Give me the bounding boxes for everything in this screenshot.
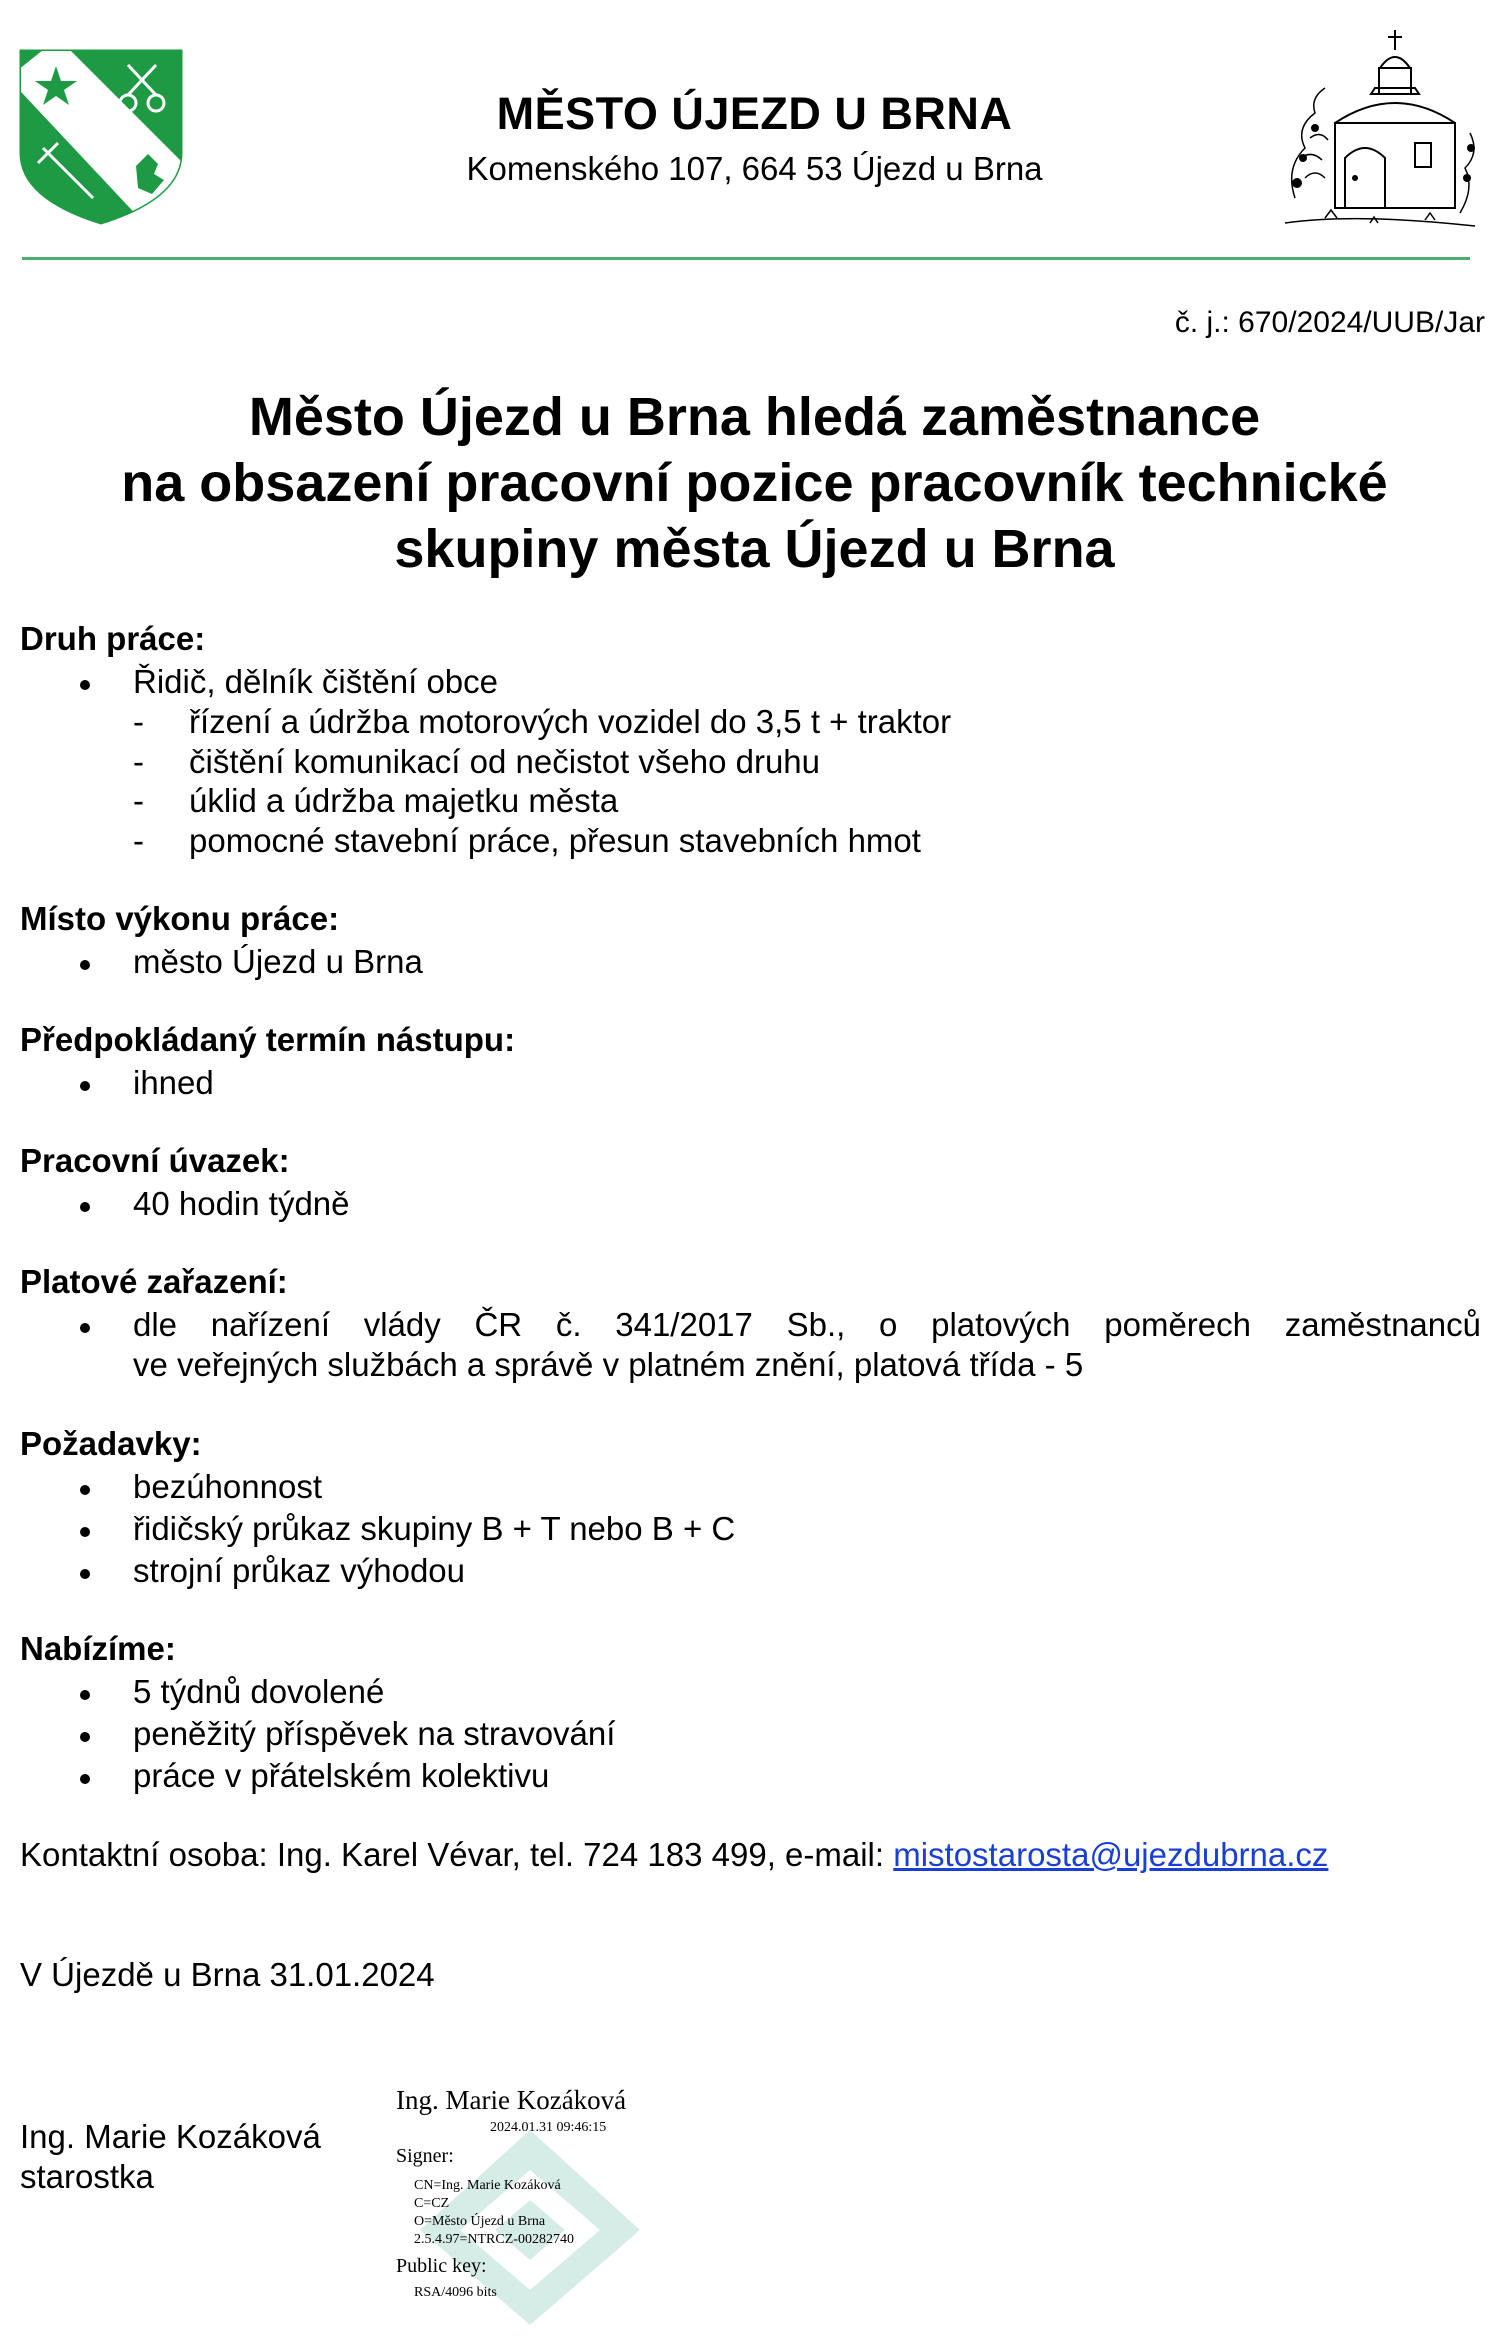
signature-organization: O=Město Újezd u Brna [414,2214,546,2229]
bullet-icon [80,1202,90,1212]
signature-country: C=CZ [414,2196,450,2211]
signature-signer-label: Signer: [396,2145,454,2167]
signer-role: starostka [20,2158,154,2195]
title-line: skupiny města Újezd u Brna [394,519,1115,579]
section-heading-salary: Platové zařazení: [20,1263,288,1300]
bullet-icon [80,1690,90,1700]
title-line: Město Újezd u Brna hledá zaměstnance [248,387,1261,447]
signature-cn: CN=Ing. Marie Kozáková [414,2178,561,2193]
bullet-icon [80,1732,90,1742]
signature-name: Ing. Marie Kozáková [396,2085,627,2115]
bullet-icon [80,960,90,970]
title-line: na obsazení pracovní pozice pracovník technické [121,453,1388,513]
signature-public-key: RSA/4096 bits [414,2285,497,2300]
place-and-date: V Újezdě u Brna 31.01.2024 [20,1956,435,1993]
town-name: MĚSTO ÚJEZD U BRNA [496,88,1013,139]
signer-name: Ing. Marie Kozáková [20,2118,321,2155]
salary-text-continued: ve veřejných službách a správě v platném znění, platová třída - 5 [133,1346,1084,1383]
digital-signature [390,2085,690,2335]
page-title [40,384,1469,582]
bullet-icon [80,1485,90,1495]
signature-date: 2024.01.31 09:46:15 [490,2120,607,2135]
bullet-icon [80,1569,90,1579]
bullet-icon [80,1527,90,1537]
section-heading-start: Předpokládaný termín nástupu: [20,1021,516,1058]
signature-public-key-label: Public key: [396,2255,487,2277]
section-heading-workload: Pracovní úvazek: [20,1142,290,1179]
bullet-icon [80,1774,90,1784]
bullet-icon [80,1081,90,1091]
signature-org-id: 2.5.4.97=NTRCZ-00282740 [414,2232,574,2247]
contact-text: Kontaktní osoba: Ing. Karel Vévar, tel. 724 183 499, e-mail: [20,1836,894,1873]
bullet-icon [80,1323,90,1333]
section-heading-requirements: Požadavky: [20,1425,202,1462]
section-heading-job-type: Druh práce: [20,620,206,657]
section-heading-offer: Nabízíme: [20,1630,176,1667]
section-heading-place: Místo výkonu práce: [20,900,340,937]
header-divider [22,257,1470,260]
contact-line [20,1836,1328,1874]
town-address: Komenského 107, 664 53 Újezd u Brna [466,150,1043,187]
bullet-icon [80,680,90,690]
contact-email-link[interactable]: mistostarosta@ujezdubrna.cz [893,1836,1329,1873]
reference-number: č. j.: 670/2024/UUB/Jar [1174,306,1485,339]
